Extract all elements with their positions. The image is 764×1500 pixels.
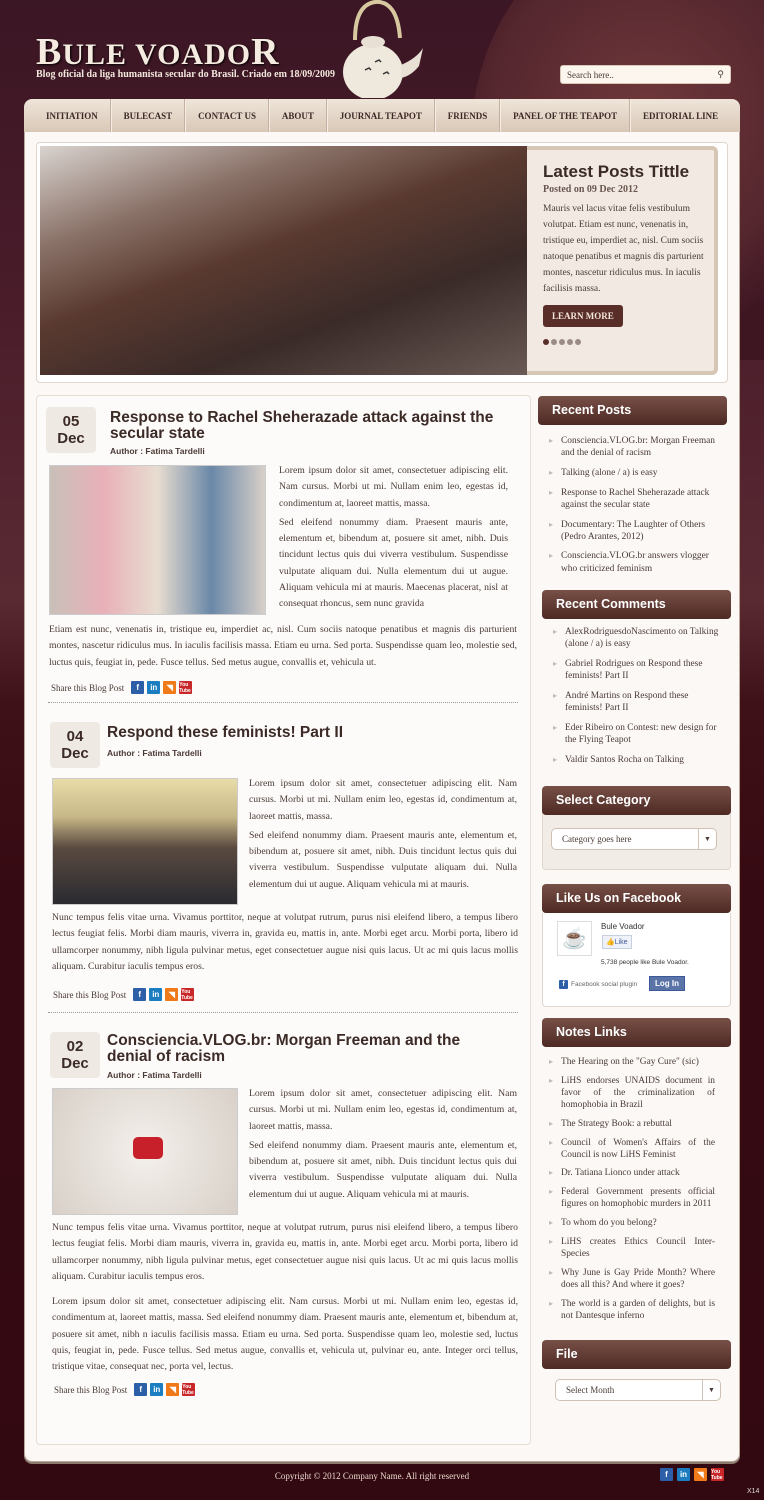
list-item[interactable]: ▸ The world is a garden of delights, but is not Dantesque inferno [549, 1298, 715, 1322]
recent-posts-list [549, 435, 727, 582]
notes-links-list [549, 1056, 715, 1328]
widget-title-file: File [542, 1340, 731, 1369]
corner-label: X14 [747, 1488, 760, 1495]
linkedin-icon[interactable]: in [677, 1468, 690, 1481]
divider [48, 702, 518, 703]
list-item[interactable]: ▸ Dr. Tatiana Lionco under attack [549, 1167, 715, 1179]
logo-text: ULE VOADO [62, 38, 252, 71]
linkedin-icon[interactable]: in [147, 681, 160, 694]
slide-pager [543, 339, 714, 345]
facebook-plugin-credit [559, 980, 637, 989]
widget-title-category: Select Category [542, 786, 731, 815]
post-body: Nunc tempus felis vitae urna. Vivamus porttitor, neque at volutpat rutrum, purus nisi eleifend libero, a tempus libero lectus feugiat felis. Morbi diam mauris, viverra in, gravida eu, mattis in, ante. Morbi eget arcu. Morbi porta, libero id ullamcorper nonummy, nibh ligula pulvinar metus, eget consectetuer augue nisi quis lacus. Ut ac mi quis lacus mollis aliquam. Curabitur iaculis tempus eros. [52, 912, 518, 972]
share-bar [51, 681, 192, 694]
post-day: 02 [66, 1038, 84, 1055]
like-label: Like [614, 939, 628, 946]
nav-item-bulecast[interactable]: BULECAST [111, 99, 185, 132]
facebook-icon[interactable]: f [660, 1468, 673, 1481]
post-body: Nunc tempus felis vitae urna. Vivamus porttitor, neque at volutpat rutrum, purus nisi eleifend libero, a tempus libero lectus feugiat felis. Morbi diam mauris, viverra in, gravida eu, mattis in, ante. Morbi eget arcu. Morbi porta, libero id ullamcorper nonummy, nibh ligula pulvinar metus, eget consectetuer augue nisi quis lacus. Ut ac mi quis lacus mollis aliquam. Curabitur iaculis tempus eros. [52, 1222, 518, 1282]
post-day: 05 [62, 413, 80, 430]
nav-item-editorial[interactable]: EDITORIAL LINE [630, 99, 730, 132]
facebook-widget [542, 913, 731, 1007]
search-icon[interactable]: ⚲ [717, 69, 724, 79]
slide-date: Posted on 09 Dec 2012 [543, 184, 638, 195]
post-excerpt [249, 776, 517, 893]
facebook-icon[interactable]: f [134, 1383, 147, 1396]
post-author: Author : Fatima Tardelli [107, 748, 202, 758]
chevron-down-icon[interactable]: ▼ [698, 829, 716, 849]
post-paragraph: Sed eleifend nonummy diam. Praesent mauris ante, elementum et, bibendum at, posuere sit amet, nibh. Duis tincidunt lectus quis dui viverra vestibulum. Suspendisse vulputate aliquam dui. Nulla elementum dui ut augue. Aliquam vehicula mi at mauris. [249, 829, 517, 890]
plugin-label: Facebook social plugin [571, 981, 638, 988]
divider [48, 1012, 518, 1013]
list-item[interactable]: ▸ Federal Government presents official figures on homophobic murders in 2011 [549, 1186, 715, 1210]
facebook-icon: f [559, 980, 568, 989]
rss-icon[interactable]: ◥ [166, 1383, 179, 1396]
rss-icon[interactable]: ◥ [165, 988, 178, 1001]
post-excerpt [279, 463, 508, 613]
slide-text: Mauris vel lacus vitae felis vestibulum volutpat. Etiam est nunc, venenatis in, tristique eu, imperdiet ac, nisl. Cum sociis natoque penatibus et magnis dis parturient montes, nascetur ridiculus mus. In iaculis facilisis massa. [543, 204, 704, 294]
post-date [46, 407, 96, 453]
list-item[interactable]: ▸ AlexRodriguesdoNascimento on Talking (alone / a) is easy [553, 626, 721, 650]
slide-image[interactable] [40, 146, 527, 375]
post-image[interactable] [49, 465, 266, 615]
facebook-icon[interactable]: f [133, 988, 146, 1001]
list-item[interactable]: ▸ Gabriel Rodrigues on Respond these feminists! Part II [553, 658, 721, 682]
share-label: Share this Blog Post [53, 989, 127, 1000]
post-paragraph: Lorem ipsum dolor sit amet, consectetuer adipiscing elit. Nam cursus. Morbi ut mi. Nullam enim leo, egestas id, condimentum at, laoreet mattis, massa. [249, 1088, 517, 1132]
post-image[interactable] [52, 1088, 238, 1215]
widget-title-recent-comments: Recent Comments [542, 590, 731, 619]
post-paragraph: Lorem ipsum dolor sit amet, consectetuer adipiscing elit. Nam cursus. Morbi ut mi. Nullam enim leo, egestas id, condimentum at, laoreet mattis, massa. [249, 778, 517, 822]
post-title[interactable]: Respond these feminists! Part II [107, 724, 343, 741]
post-title[interactable]: Response to Rachel Sheherazade attack against the secular state [110, 409, 494, 442]
list-item[interactable]: ▸ Response to Rachel Sheherazade attack against the secular state [549, 487, 727, 511]
post-paragraph: Sed eleifend nonummy diam. Praesent mauris ante, elementum et, bibendum at, posuere sit amet, nibh. Duis tincidunt lectus quis dui viverra vestibulum. Suspendisse vulputate aliquam dui. Nulla elementum dui ut augue. Aliquam vehicula mi at mauris. Maecenas placerat, nisl at consequat rhoncus, sem nunc gravida [279, 516, 508, 610]
list-item[interactable]: ▸ LiHS endorses UNAIDS document in favor of the criminalization of homophobia in Brazil [549, 1075, 715, 1112]
post-month: Dec [61, 745, 89, 762]
list-item[interactable]: ▸ Valdir Santos Rocha on Talking [553, 754, 721, 766]
facebook-page-name[interactable]: Bule Voador [601, 922, 645, 931]
teapot-avatar: ☕ [557, 921, 592, 956]
youtube-icon[interactable]: You Tube [179, 681, 191, 694]
list-item[interactable]: ▸ Consciencia.VLOG.br: Morgan Freeman and the denial of racism [549, 435, 727, 459]
list-item[interactable]: ▸ The Hearing on the "Gay Cure" (sic) [549, 1056, 715, 1068]
category-value: Category goes here [562, 834, 632, 844]
post-date [50, 722, 100, 768]
rss-icon[interactable]: ◥ [163, 681, 176, 694]
month-value: Select Month [566, 1385, 615, 1395]
nav-item-panel[interactable]: PANEL OF THE TEAPOT [500, 99, 630, 132]
slide-dot[interactable] [543, 339, 549, 345]
like-count: 5,738 people like Bule Voador. [601, 959, 689, 966]
chevron-down-icon[interactable]: ▼ [702, 1380, 720, 1400]
post-paragraph: Sed eleifend nonummy diam. Praesent mauris ante, elementum et, bibendum at, posuere sit amet, nibh. Duis tincidunt lectus quis dui viverra vestibulum. Suspendisse vulputate aliquam dui. Nulla elementum dui ut augue. Aliquam vehicula mi at mauris. [249, 1139, 517, 1200]
footer-social [660, 1468, 724, 1481]
nav-item-friends[interactable]: FRIENDS [435, 99, 500, 132]
slide-caption [527, 146, 718, 375]
list-item[interactable]: ▸ Documentary: The Laughter of Others (Pedro Arantes, 2012) [549, 519, 727, 543]
list-item[interactable]: ▸ Why June is Gay Pride Month? Where does all this? And where it goes? [549, 1267, 715, 1291]
post-paragraph: Lorem ipsum dolor sit amet, consectetuer adipiscing elit. Nam cursus. Morbi ut mi. Nullam enim leo, egestas id, condimentum at, laoreet mattis, massa. [279, 465, 508, 509]
share-bar [54, 1383, 195, 1396]
post-date [50, 1032, 100, 1078]
slide-title: Latest Posts Tittle [543, 162, 690, 181]
post-day: 04 [66, 728, 84, 745]
like-button[interactable]: 👍Like [602, 935, 632, 949]
post-image[interactable] [52, 778, 238, 905]
post-body: Etiam est nunc, venenatis in, tristique eu, imperdiet ac, nisl. Cum sociis natoque penatibus et magnis dis parturient montes, nascetur ridiculus mus. In iaculis facilisis massa. Etiam eu urna. Sed porta. Suspendisse quam leo, molestie sed, luctus quis, feugiat in, pede. Fusce tellus. Sed metus augue, convallis et, vehicula ut. [49, 624, 517, 668]
slide-dot[interactable] [575, 339, 581, 345]
share-bar [53, 988, 194, 1001]
nav-item-journal[interactable]: JOURNAL TEAPOT [327, 99, 435, 132]
play-icon[interactable] [133, 1137, 163, 1159]
post-body: Lorem ipsum dolor sit amet, consectetuer adipiscing elit. Nam cursus. Morbi ut mi. Nullam enim leo, egestas id, condimentum at, laoreet mattis, massa. Sed eleifend nonummy diam. Praesent mauris ante, elementum et, bibendum at, posuere sit amet, nibh n iaculis facilisis massa. Etiam eu urna. Sed porta. Suspendisse quam leo, molestie sed, luctus quis, feugiat in, pede. Fusce tellus. Sed metus augue, convallis et, vehicula ut, pulvinar eu, ante. Integer orci tellus, tristique vitae, consequat nec, porta vel, lectus. [52, 1296, 518, 1373]
post-author: Author : Fatima Tardelli [110, 446, 205, 456]
share-label: Share this Blog Post [51, 682, 125, 693]
category-select[interactable] [551, 828, 717, 850]
share-label: Share this Blog Post [54, 1384, 128, 1395]
main-nav [24, 99, 740, 132]
widget-title-notes: Notes Links [542, 1018, 731, 1047]
list-item[interactable]: ▸ Council of Women's Affairs of the Council is now LiHS Feminist [549, 1137, 715, 1161]
post-month: Dec [61, 1055, 89, 1072]
post-month: Dec [57, 430, 85, 447]
post-title[interactable]: Consciencia.VLOG.br: Morgan Freeman and the denial of racism [107, 1032, 461, 1065]
logo-text: B [36, 31, 63, 73]
slide-dot[interactable] [567, 339, 573, 345]
learn-more-button[interactable]: LEARN MORE [543, 305, 623, 327]
footer-copyright: Copyright © 2012 Company Name. All right reserved [274, 1471, 470, 1481]
slide-dot[interactable] [551, 339, 557, 345]
youtube-icon[interactable]: You Tube [182, 1383, 194, 1396]
site-logo[interactable] [36, 30, 280, 74]
search-input[interactable] [560, 65, 731, 84]
nav-item-about[interactable]: ABOUT [269, 99, 327, 132]
list-item[interactable]: ▸ Eder Ribeiro on Contest: new design for the Flying Teapot [553, 722, 721, 746]
widget-title-facebook: Like Us on Facebook [542, 884, 731, 913]
list-item[interactable]: ▸ The Strategy Book: a rebuttal [549, 1118, 715, 1130]
youtube-icon[interactable]: You Tube [711, 1468, 723, 1481]
teapot-illustration [325, 0, 425, 98]
nav-item-initiation[interactable]: INITIATION [34, 99, 111, 132]
linkedin-icon[interactable]: in [150, 1383, 163, 1396]
widget-title-recent-posts: Recent Posts [538, 396, 727, 425]
linkedin-icon[interactable]: in [149, 988, 162, 1001]
list-item[interactable]: ▸ Consciencia.VLOG.br answers vlogger who criticized feminism [549, 550, 727, 574]
post-excerpt [249, 1086, 517, 1203]
facebook-icon[interactable]: f [131, 681, 144, 694]
recent-comments-list [553, 626, 721, 773]
site-tagline: Blog oficial da liga humanista secular do Brasil. Criado em 18/09/2009 [36, 69, 335, 80]
list-item[interactable]: ▸ LiHS creates Ethics Council Inter-Species [549, 1236, 715, 1260]
list-item[interactable]: ▸ Talking (alone / a) is easy [549, 467, 727, 479]
search-placeholder: Search here.. [567, 69, 614, 80]
login-button[interactable]: Log In [649, 976, 685, 991]
youtube-icon[interactable]: You Tube [181, 988, 193, 1001]
nav-item-contact[interactable]: CONTACT US [185, 99, 269, 132]
slide-dot[interactable] [559, 339, 565, 345]
list-item[interactable]: ▸ André Martins on Respond these feminists! Part II [553, 690, 721, 714]
post-author: Author : Fatima Tardelli [107, 1070, 202, 1080]
rss-icon[interactable]: ◥ [694, 1468, 707, 1481]
month-select[interactable] [555, 1379, 721, 1401]
list-item[interactable]: ▸ To whom do you belong? [549, 1217, 715, 1229]
logo-text: R [251, 31, 280, 73]
